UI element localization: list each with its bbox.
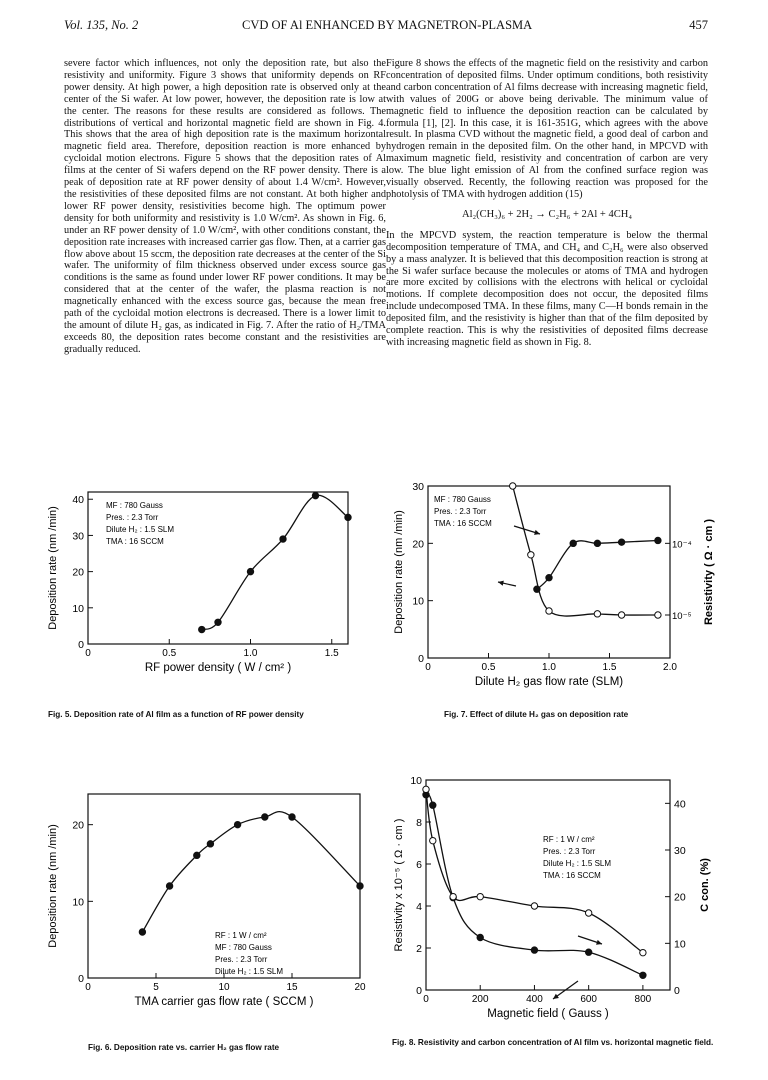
fig8-data-point xyxy=(477,893,483,899)
fig5-x-tick-label: 0 xyxy=(85,648,91,659)
fig8-arrow-head xyxy=(553,994,559,999)
right-column xyxy=(386,58,708,349)
fig6-legend-entry: RF : 1 W / cm² xyxy=(215,931,267,940)
fig5-x-axis-label: RF power density ( W / cm² ) xyxy=(144,662,292,674)
fig7-x-tick-label: 0 xyxy=(425,662,431,673)
fig7-x-axis-label: Dilute H₂ gas flow rate (SLM) xyxy=(474,676,624,688)
fig6-x-tick-label: 10 xyxy=(218,982,230,993)
fig6-data-point xyxy=(289,814,295,820)
fig5-data-point xyxy=(215,619,221,625)
fig5-series-line-0 xyxy=(202,495,348,629)
fig7-data-point xyxy=(570,540,576,546)
fig6-legend-entry: Dilute H₂ : 1.5 SLM xyxy=(215,967,284,976)
fig7-y2-tick-label: 10⁻⁴ xyxy=(672,539,692,551)
fig7-data-point xyxy=(594,611,600,617)
right-column-text-1: Figure 8 shows the effects of the magnetic field on the resistivity and carbon concentration of deposited films. Under optimum conditions, both resistivity and carbon concentration of Al films decrease with increasing magnetic field, with values of 200G or above being derivable. The minimum value of magnetic field to influence the deposition reaction can be calculated by formula [1], [2]. In this case, it is 161-351G, which agrees with the above result. In plasma CVD without the magnetic field, a good deal of carbon and hydrogen remain in the deposited film. On the other hand, in MPCVD with maximum magnetic field, resistivity and concentration of carbon are very low. The blue light emission of Al from the confined surface region was visually observed. Recently, the following reaction was proposed for the photolysis of TMA with hydrogen addition (15) xyxy=(386,58,708,200)
fig8-x-tick-label: 600 xyxy=(580,994,598,1005)
fig8-data-point xyxy=(640,949,646,955)
fig5-legend-entry: Pres. : 2.3 Torr xyxy=(106,513,159,522)
reaction-equation: Al₂(CH₃)₆ + 2H₂ → C₂H₆ + 2Al + 4CH₄ xyxy=(462,208,632,220)
fig7-data-point xyxy=(594,540,600,546)
fig6-data-point xyxy=(234,821,240,827)
left-column xyxy=(64,58,386,356)
fig7-legend-entry: Pres. : 2.3 Torr xyxy=(434,507,487,516)
fig7-legend-entry: MF : 780 Gauss xyxy=(434,495,491,504)
fig6-data-point xyxy=(166,883,172,889)
fig8-legend-entry: Dilute H₂ : 1.5 SLM xyxy=(543,859,612,868)
fig6-x-axis-label: TMA carrier gas flow rate ( SCCM ) xyxy=(134,996,314,1008)
fig7-legend-entry: TMA : 16 SCCM xyxy=(434,519,492,528)
fig7-series-line-1 xyxy=(513,486,658,616)
fig8-data-point xyxy=(423,786,429,792)
fig6-data-point xyxy=(194,852,200,858)
fig8-y2-tick-label: 10 xyxy=(674,938,686,951)
running-title: CVD OF Al ENHANCED BY MAGNETRON-PLASMA xyxy=(242,18,533,32)
figure-5-caption: Fig. 5. Deposition rate of Al film as a function of RF power density xyxy=(48,710,304,719)
fig5-data-point xyxy=(247,568,253,574)
fig6-legend-entry: MF : 780 Gauss xyxy=(215,943,272,952)
fig6-data-point xyxy=(262,814,268,820)
fig5-legend-entry: Dilute H₂ : 1.5 SLM xyxy=(106,525,175,534)
fig5-y-axis-label: Deposition rate (nm /min) xyxy=(47,506,59,630)
fig6-x-tick-label: 5 xyxy=(153,982,159,993)
fig8-data-point xyxy=(450,893,456,899)
running-header xyxy=(64,18,708,34)
fig5-data-point xyxy=(280,536,286,542)
fig6-y-tick-label: 0 xyxy=(78,973,84,985)
figure-8-caption: Fig. 8. Resistivity and carbon concentration of Al film vs. horizontal magnetic field. xyxy=(392,1038,714,1047)
fig6-x-tick-label: 20 xyxy=(354,982,366,993)
fig8-y2-tick-label: 40 xyxy=(674,798,686,811)
fig8-y-tick-label: 2 xyxy=(416,943,422,955)
fig6-y-axis-label: Deposition rate (nm /min) xyxy=(47,824,59,948)
fig8-arrow-head xyxy=(596,940,602,945)
left-column-text: severe factor which influences, not only the deposition rate, but also the resistivity and uniformity. Figure 3 shows that uniformity depends on RF power density. At high power, a high deposition rate is observed only at the center of the Si wafer. At low power, however, the deposition rate is low at the center. The reasons for these results are considered as follows. The distributions of vertical and horizontal magnetic field are shown in Fig. 4. This shows that the area of high deposition rate is the maximum horizontal magnetic field area. Therefore, deposition reaction is more enhanced by cycloidal motion electrons. Figure 5 shows that the deposition rates of Al films at the center of Si wafers depend on the RF power density. There is a peak of deposition rate at RF power density of about 1.4 W/cm². However, the resistivities of these deposited films are not constant. At both higher and lower RF power density, resistivities become high. The optimum power density for both uniformity and resistivity is 1.0 W/cm². As shown in Fig. 6, under an RF power density of 1.0 W/cm², with other conditions constant, the deposition rate increases with increased carrier gas flow. Then, at a carrier gas flow above about 15 sccm, the deposition rate decreases at the center of the Si wafer. The uniformity of film thickness observed under excess source gas conditions is the same as found under lower RF power conditions. It may be considered that at the center of the wafer, the plasma reaction is not magnetically enhanced with the excess source gas, because the mean free path of the cycloidal motion electrons is decreased. There is a lower limit to the amount of dilute H₂ gas, as indicated in Fig. 7. After the ratio of H₂/TMA exceeds 80, the deposition rates become constant and the resistivities are gradually reduced. xyxy=(64,58,386,355)
fig8-x-tick-label: 0 xyxy=(423,994,429,1005)
fig8-y2-tick-label: 20 xyxy=(674,891,686,904)
fig8-data-point xyxy=(640,972,646,978)
fig7-data-point xyxy=(618,539,624,545)
fig6-data-point xyxy=(139,929,145,935)
fig8-y-tick-label: 4 xyxy=(416,901,422,913)
fig7-data-point xyxy=(655,612,661,618)
fig8-data-point xyxy=(430,802,436,808)
fig8-x-tick-label: 200 xyxy=(471,994,489,1005)
fig6-data-point xyxy=(207,841,213,847)
fig7-data-point xyxy=(655,537,661,543)
figure-6-chart xyxy=(40,780,380,1035)
fig5-x-tick-label: 1.0 xyxy=(243,648,258,659)
fig7-y2-tick-label: 10⁻⁵ xyxy=(672,611,692,622)
fig8-y-tick-label: 8 xyxy=(416,817,422,829)
fig5-legend-entry: MF : 780 Gauss xyxy=(106,501,163,510)
page-number: 457 xyxy=(689,18,708,32)
figure-5-chart xyxy=(40,488,380,698)
fig7-y-tick-label: 0 xyxy=(418,653,424,665)
right-column-text-2: In the MPCVD system, the reaction temperature is below the thermal decomposition temperature of TMA, and CH₄ and C₂H₆ were also observed by a mass analyzer. It is believed that this decomposition reaction is strong at the Si wafer surface because the molecules or atoms of TMA and hydrogen are more excited by collisions with the electrons with helical or cycloidal motions. If complete decomposition does not occur, the deposited films include undecomposed TMA. In these films, many C—H bonds remain in the deposited film, and the resistivity is higher than that of the film deposited by complete reaction. This is why the resistivities of deposited films decrease with increasing magnetic field as shown in Fig. 8. xyxy=(386,229,708,348)
fig7-y-axis-label: Deposition rate (nm /min) xyxy=(393,510,405,634)
fig8-x-axis-label: Magnetic field ( Gauss ) xyxy=(487,1008,609,1020)
fig8-y-tick-label: 0 xyxy=(416,985,422,997)
fig8-y2-tick-label: 0 xyxy=(674,985,680,997)
fig5-y-tick-label: 0 xyxy=(78,639,84,651)
fig6-legend-entry: Pres. : 2.3 Torr xyxy=(215,955,268,964)
fig6-y-tick-label: 10 xyxy=(72,896,84,909)
fig8-y-tick-label: 6 xyxy=(416,859,422,871)
fig7-y-tick-label: 30 xyxy=(412,481,424,493)
fig7-y2-axis-label: Resistivity ( Ω · cm ) xyxy=(703,518,715,626)
fig7-x-tick-label: 1.5 xyxy=(602,662,617,673)
fig7-series-line-0 xyxy=(537,540,658,589)
fig8-y-tick-label: 10 xyxy=(410,775,422,787)
fig8-data-point xyxy=(531,947,537,953)
fig5-y-tick-label: 40 xyxy=(72,494,84,507)
fig6-x-tick-label: 15 xyxy=(286,982,298,993)
fig8-data-point xyxy=(531,903,537,909)
fig8-data-point xyxy=(585,949,591,955)
fig8-plot-frame xyxy=(426,780,670,990)
fig5-y-tick-label: 10 xyxy=(72,602,84,615)
fig8-data-point xyxy=(430,837,436,843)
journal-volume: Vol. 135, No. 2 xyxy=(64,18,139,32)
fig8-x-tick-label: 400 xyxy=(526,994,543,1005)
fig8-legend-entry: RF : 1 W / cm² xyxy=(543,835,595,844)
fig7-y-tick-label: 10 xyxy=(412,595,424,608)
fig5-x-tick-label: 1.5 xyxy=(324,648,339,659)
fig5-x-tick-label: 0.5 xyxy=(162,648,177,659)
fig8-y2-axis-label: C con. (%) xyxy=(699,858,711,912)
fig7-data-point xyxy=(618,612,624,618)
fig7-data-point xyxy=(510,483,516,489)
fig5-legend-entry: TMA : 16 SCCM xyxy=(106,537,164,546)
fig7-y-tick-label: 20 xyxy=(412,538,424,551)
fig8-x-tick-label: 800 xyxy=(634,994,652,1005)
fig8-legend-entry: TMA : 16 SCCM xyxy=(543,871,601,880)
fig5-y-tick-label: 30 xyxy=(72,530,84,543)
fig8-y2-tick-label: 30 xyxy=(674,845,686,857)
fig7-data-point xyxy=(546,608,552,614)
fig7-x-tick-label: 1.0 xyxy=(542,662,556,673)
fig7-data-point xyxy=(546,575,552,581)
fig6-y-tick-label: 20 xyxy=(72,819,84,832)
fig8-y-axis-label: Resistivity x 10⁻⁵ ( Ω · cm ) xyxy=(393,818,405,952)
fig6-series-line-0 xyxy=(142,812,360,932)
fig8-data-point xyxy=(585,910,591,916)
fig7-arrow-head xyxy=(498,581,504,586)
figure-8-chart xyxy=(388,772,728,1027)
fig6-x-tick-label: 0 xyxy=(85,982,91,993)
fig8-data-point xyxy=(477,934,483,940)
fig5-data-point xyxy=(345,514,351,520)
fig7-x-tick-label: 0.5 xyxy=(481,662,496,673)
fig7-data-point xyxy=(528,552,534,558)
fig5-data-point xyxy=(199,626,205,632)
figure-6-caption: Fig. 6. Deposition rate vs. carrier H₂ gas flow rate xyxy=(88,1043,280,1052)
figure-7-chart xyxy=(388,478,728,703)
fig7-x-tick-label: 2.0 xyxy=(663,662,677,673)
fig8-series-line-1 xyxy=(426,789,643,952)
fig8-legend-entry: Pres. : 2.3 Torr xyxy=(543,847,596,856)
fig5-data-point xyxy=(312,492,318,498)
figure-7-caption: Fig. 7. Effect of dilute H₂ gas on deposition rate xyxy=(444,710,629,719)
fig5-y-tick-label: 20 xyxy=(72,566,84,579)
fig6-data-point xyxy=(357,883,363,889)
